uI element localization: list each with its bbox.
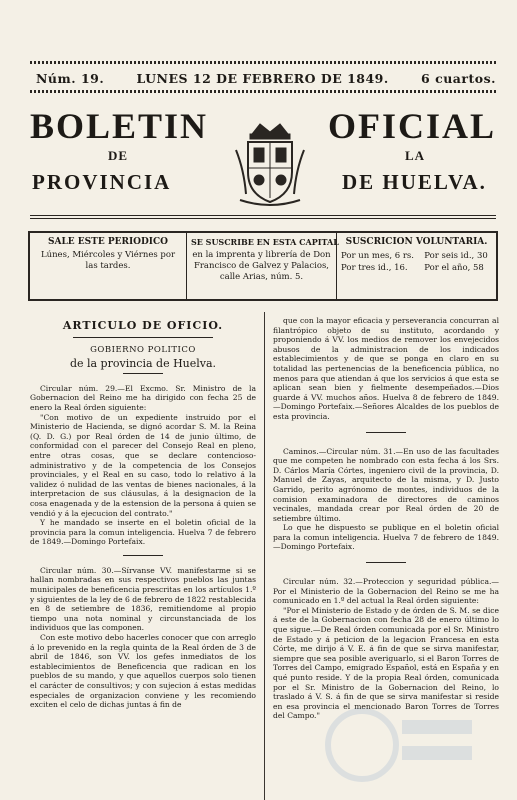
masthead-bottom-rule	[30, 215, 496, 216]
subscription-box	[28, 231, 498, 301]
coat-of-arms-icon	[232, 120, 308, 210]
issue-price: 6 cuartos.	[421, 71, 496, 86]
price-year: Por el año, 58	[424, 263, 484, 273]
price-six-months: Por seis id., 30	[424, 251, 488, 261]
title-boletin: BOLETIN	[30, 106, 209, 146]
price-table	[341, 250, 492, 274]
circular-30-continued: que con la mayor eficacia y perseverancia concurran al filantrópico objeto de su instituto, acordando y proponiendo á VV. los medios de remover los envejecidos abusos de la administracion de los indicados establecimientos y de que se ponga en claro en su totalidad las pertenencias de la beneficencia pública, no menos para que atiendan á que los servicios á que esta se aplican sean bien y fielmente desempeñados.—Dios guarde á VV. muchos años. Huelva 8 de febrero de 1849.—Domingo Portefaix.—Señores Alcaldes de los pueblos de esta provincia.	[273, 316, 499, 421]
issue-date: LUNES 12 DE FEBRERO DE 1849.	[136, 71, 389, 86]
circular-31-body: Caminos.—Circular núm. 31.—En uso de las facultades que me competen he nombrado con esta fecha á los Srs. D. Cárlos María Córtes, ingeniero civil de la provincia, D. Manuel de Zayas, arquitecto de la misma, y D. Justo Garrido, perito agrónomo de montes, individuos de la comision examinadora de directores de caminos vecinales, mandada crear por Real órden de 20 de setiembre último.	[273, 446, 499, 523]
voluntary-head: SUSCRICION VOLUNTARIA.	[345, 237, 488, 247]
title-provincia: PROVINCIA	[32, 170, 172, 194]
issue-number: Núm. 19.	[36, 71, 105, 86]
title-de: DE	[108, 148, 129, 163]
voluntary-subscription	[337, 233, 496, 299]
top-ornament-rule	[30, 61, 496, 64]
circular-31-closing: Lo que he dispuesto se publique en el boletin oficial para la comun inteligencia. Huelva 7 de febrero de 1849.—Domingo Portefaix.	[273, 523, 499, 552]
title-oficial: OFICIAL	[328, 106, 497, 146]
short-rule-2	[123, 555, 163, 556]
price-month: Por un mes, 6 rs.	[341, 251, 415, 261]
circular-32-body: "Por el Ministerio de Estado y de órden de S. M. se dice á este de la Gobernacion con fecha 28 de enero último lo que sigue.—De Real órden comunicada por el Sr. Ministro de Estado y á peticion de la legacion Francesa en esta Córte, me dirijo á V. E. á fin de que se sirva manifestar, siempre que sea posible averiguarlo, si el Baron Torres de Torres del Campo, emigrado Español, está en España y en qué punto reside. Y de la propia Real órden, comunicada por el Sr. Ministro de la Gobernacion del Reino, lo traslado á V. S. á fin de que se sirva manifestar si reside en esa provincia el mencionado Baron Torres de Torres del Campo."	[273, 605, 499, 721]
circular-29-intro: Circular núm. 29.—El Excmo. Sr. Ministro de la Gobernacion del Reino me ha dirigido con fecha 25 de enero la Real órden siguiente:	[30, 383, 256, 412]
short-rule	[123, 373, 163, 374]
publication-text: Lúnes, Miércoles y Viérnes por las tardes.	[40, 250, 176, 271]
circular-30-intro: Circular núm. 30.—Sírvanse VV. manifestarme si se hallan nombradas en sus respectivos pueblos las juntas municipales de beneficencia prescritas en los artículos 1.º y siguientes de la ley de 6 de febrero de 1822 restablecida en 8 de setiembre de 1836, remitiendome al propio tiempo una nota nominal y circunstanciada de los individuos que las componen.	[30, 565, 256, 633]
issue-line	[36, 71, 496, 86]
subscribe-text: en la imprenta y librería de Don Francisco de Galvez y Palacios, calle Arias, núm. 5.	[192, 250, 331, 282]
archive-watermark-icon	[322, 700, 482, 790]
masthead-bottom-rule-2	[30, 218, 496, 219]
circular-30-body: Con este motivo debo hacerles conocer que con arreglo á lo prevenido en la regla quinta de la Real órden de 3 de abril de 1846, son VV. los gefes inmediatos de los establecimientos de Beneficencia que radican en los pueblos de su mando, y que aquellos cuerpos solo tienen el carácter de consultivos; y con sujecion á estas medidas especiales de organizacion conviene y les recomiendo exciten el celo de dichas juntas á fin de	[30, 633, 256, 710]
office-heading: GOBIERNO POLITICO	[90, 344, 196, 355]
issue-ornament-rule	[30, 90, 496, 93]
column-separator	[264, 312, 265, 800]
right-column	[273, 316, 499, 721]
office-subheading: de la provincia de Huelva.	[69, 357, 217, 371]
publication-days	[30, 233, 187, 299]
section-title: ARTICULO DE OFICIO.	[62, 319, 224, 332]
circular-29-closing: Y he mandado se inserte en el boletin oficial de la provincia para la comun inteligencia. Huelva 7 de febrero de 1849.—Domingo Portefaix.	[30, 518, 256, 547]
title-de-huelva: DE HUELVA.	[342, 170, 487, 194]
price-three-months: Por tres id., 16.	[341, 263, 408, 273]
subscribe-head: SE SUSCRIBE EN ESTA CAPITAL	[191, 237, 339, 247]
subscribe-location	[187, 233, 337, 299]
short-rule-4	[366, 562, 406, 563]
circular-32-intro: Circular núm. 32.—Proteccion y seguridad pública.—Por el Ministerio de la Gobernacion del Reino se me ha comunicado en 1.º del actual la Real órden siguiente:	[273, 577, 499, 606]
publication-head: SALE ESTE PERIODICO	[47, 237, 169, 247]
left-column	[30, 315, 256, 710]
short-rule-3	[366, 432, 406, 433]
section-title-rule	[73, 337, 213, 338]
circular-29-body: "Con motivo de un expediente instruido por el Ministerio de Hacienda, se dignó acordar S. M. la Reina (Q. D. G.) por Real órden de 14 de junio último, de conformidad con el parecer del Consejo Real en pleno, entre otras cosas, que se declare contencioso-administrativo y de la competencia de los Consejos provinciales, y el Real en su caso, todo lo relativo á la validez ó nulidad de las ventas de bienes nacionales, á la interpretacion de sus cláusulas, á la designacion de la cosa enagenada y de la estension de la persona á quien se vendió y á la ejecucion del contrato."	[30, 412, 256, 518]
title-la: LA	[405, 148, 426, 163]
